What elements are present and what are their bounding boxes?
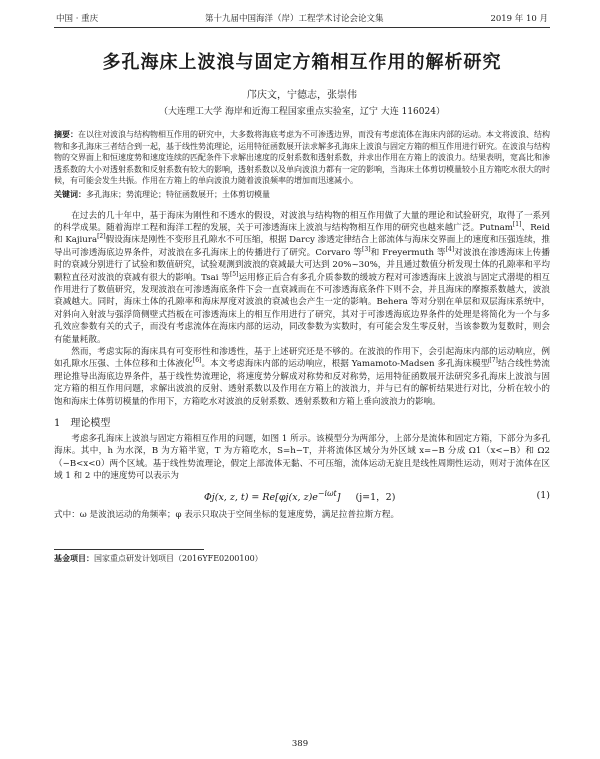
citation-mark: [4] bbox=[445, 245, 455, 253]
intro-text: 然而，考虑实际的海床具有可变形性和渗透性，基于上述研究还是不够的。在波浪的作用下，会引起海床内部的运动响应，例如孔隙水压强、土体位移和土体液化 bbox=[54, 347, 550, 370]
equation-lhs: Φj(x, z, t) = Re[φj(x, z)e bbox=[204, 491, 318, 503]
paper-title: 多孔海床上波浪与固定方箱相互作用的解析研究 bbox=[102, 52, 502, 73]
abstract bbox=[54, 129, 550, 187]
equation-number: (1) bbox=[536, 490, 550, 502]
intro-text: 对波浪在渗透海床上传播时的衰减分别进行了试验和数值研究，试验观测到波浪的衰减最大可达到 20%~30%，并且通过数值分析发现土体的孔隙率和平均颗粒直径对波浪的衰减有很大的影响。Tsai 等 bbox=[54, 247, 550, 283]
footnote-text: 国家重点研发计划项目（2016YFE0200100） bbox=[94, 554, 263, 564]
keywords-text: 多孔海床；势流理论；特征函数展开；土体剪切模量 bbox=[86, 189, 270, 199]
citation-mark: [7] bbox=[489, 357, 498, 365]
keywords bbox=[54, 189, 550, 201]
model-paragraph: 考虑多孔海床上波浪与固定方箱相互作用的问题，如图 1 所示。该模型分为两部分，上部分是流体和固定方箱，下部分为多孔海床。其中，h 为水深，B 为方箱半宽，T 为方箱吃水，S=h−T，并将流体区域分为外区域 x=−B 分成 Ω1（x<−B）和 Ω2（−B<x<0）两个区域。基于线性势流理论，假定上部流体无黏、不可压缩，流体运动无旋且是线性周期性运动，则对于流体在区域 1 和 2 中的速度势可以表示为 bbox=[54, 434, 550, 482]
citation-mark: [5] bbox=[229, 270, 239, 278]
footnote-rule bbox=[54, 549, 204, 550]
intro-paragraph bbox=[54, 346, 550, 408]
page-number: 389 bbox=[291, 739, 309, 749]
introduction bbox=[54, 210, 550, 409]
section-number: 1 bbox=[54, 418, 61, 430]
header-proceedings: 第十九届中国海洋（岸）工程学术讨论会论文集 bbox=[205, 14, 384, 24]
equation-rhs: ] bbox=[336, 491, 341, 503]
equation-body bbox=[204, 489, 395, 503]
intro-text: 运用修正后合有多孔介质参数的缓坡方程对可渗透海床上波浪与固定式潜堤的相互作用进行了数值研究，发现波浪在可渗透海底条件下会一直衰减而在不可渗透海底条件下则不会，并且海床的摩擦系数越大，波浪衰减越大。同时，海床土体的孔隙率和海床厚度对波浪的衰减也会产生一定的影响。Behera 等对分别在单层和双层海床系统中，对斜向入射波与强浮筒侧壁式挡板在可渗透海床上的相互作用进行了研究，其对于可渗透海底边界条件的处理是将简化为一个与多孔效应参数有关的式子，而没有考虑流体在海床内部的运动，同改参数为实数时，有可能会发生零反射，当该参数为复数时，则会有能量耗散。 bbox=[54, 272, 550, 345]
citation-mark: [3] bbox=[362, 245, 371, 253]
equation-condition: (j=1，2) bbox=[355, 491, 396, 503]
citation-mark: [6] bbox=[192, 357, 202, 365]
running-header bbox=[54, 12, 550, 28]
keywords-label: 关键词： bbox=[54, 188, 86, 199]
affiliation: （大连理工大学 海岸和近海工程国家重点实验室，辽宁 大连 116024） bbox=[159, 107, 445, 117]
section-heading bbox=[54, 414, 550, 429]
equation-explanation: 式中：ω 是波浪运动的角频率；φ 表示只取决于空间坐标的复速度势，满足拉普拉斯方程。 bbox=[54, 509, 400, 520]
intro-text: 、Reid 和 Kajiura bbox=[54, 222, 550, 246]
authors: 邝庆文，宁德志，张崇伟 bbox=[247, 90, 357, 101]
header-date: 2019 年 10 月 bbox=[490, 14, 548, 24]
equation-exponent: −iωt bbox=[317, 488, 337, 498]
intro-text: 和 Freyermuth 等 bbox=[370, 247, 446, 258]
intro-text: 假设海床是刚性不变形且孔隙水不可压缩，根据 Darcy 渗透定律结合上部流体与海床交界面上的速度和压强连续，推导出可渗透海底边界条件，对波浪在多孔海床上的传播进行了研究。Corvaro 等 bbox=[54, 235, 550, 258]
intro-text: 在过去的几十年中，基于海床为刚性和不透水的假设，对波浪与结构物的相互作用做了大量的理论和试验研究，取得了一系列的科学成果。随着海岸工程和海洋工程的发展，关于可渗透海床上波浪与结构物相互作用的研究也越来越广泛。Putnam bbox=[54, 210, 550, 233]
citation-mark: [1] bbox=[512, 221, 522, 229]
abstract-text: 在以往对波浪与结构物相互作用的研究中，大多数将海底考虑为不可渗透边界，而没有考虑流体在海床内部的运动。本文将波浪、结构物和多孔海床三者结合到一起，基于线性势流理论，运用特征函数展开法求解多孔海床上波浪与固定方箱的相互作用进行研究。在波浪与结构物的交界面上和恒速度势和速度连续的匹配条件下求解出速度的反射系数和透射系数，并求出作用在方箱上的波浪力。结果表明，宽高比和渗透系数的大小对透射系数和反射系数有较大的影响，透射系数以及单向波浪力都有一定的影响，当海床土体剪切模量较小且方箱吃水很大的时候，有可能会发生共振。作用在方箱上的单向波浪力随着波浪频率的增加而迅速减小。 bbox=[54, 130, 550, 186]
footnote-label: 基金项目： bbox=[54, 553, 94, 564]
intro-text: 。本文考虑海床内部的运动响应，根据 Yamamoto-Madsen 多孔海床模型 bbox=[201, 359, 490, 370]
equation-1 bbox=[54, 489, 550, 503]
citation-mark: [2] bbox=[97, 233, 106, 241]
abstract-label: 摘要： bbox=[54, 129, 78, 139]
section-title: 理论模型 bbox=[70, 418, 111, 430]
intro-paragraph bbox=[54, 210, 550, 346]
intro-text: 结合线性势流理论推导出海底边界条件，基于线性势流理论，将速度势分解成对称势和反对称势，运用特征函数展开法研究多孔海床上波浪与固定方箱的相互作用问题，求解出波浪的反射、透射系数以及作用在方箱上的波浪力，并与已有的解析结果进行对比，分析在较小的饱和海床土体剪切模量的作用下，方箱吃水对波浪的反射系数、透射系数和方箱上垂向波浪力的影响。 bbox=[54, 359, 550, 407]
funding-footnote bbox=[54, 553, 550, 564]
header-location: 中国 · 重庆 bbox=[56, 14, 99, 24]
